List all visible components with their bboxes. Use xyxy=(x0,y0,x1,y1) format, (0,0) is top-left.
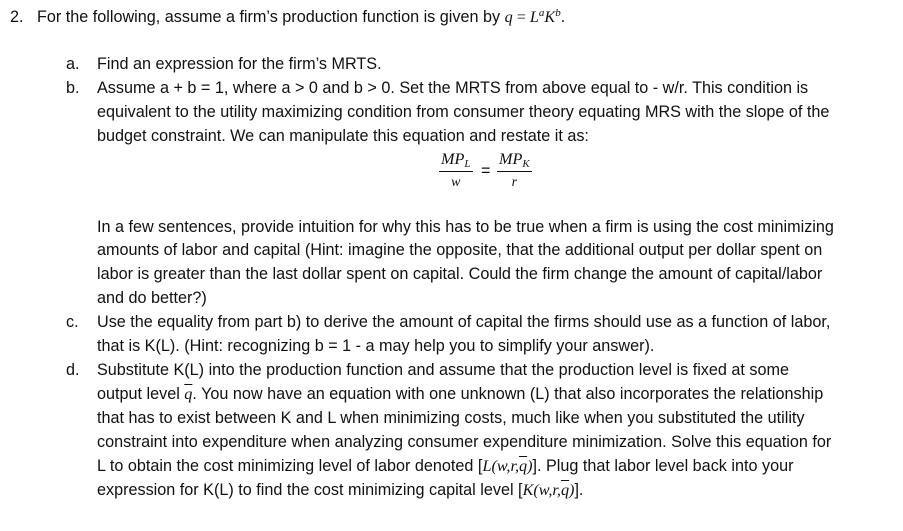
labor-demand-func: L(w,r, xyxy=(482,457,520,475)
q-bar-symbol: $\overline{q}$ xyxy=(184,385,193,403)
part-d-line-5 xyxy=(97,457,793,476)
formula-equals: = xyxy=(516,8,526,26)
formula-exp-a: a xyxy=(538,7,545,19)
fraction-right-bar xyxy=(497,171,532,172)
capital-demand-expression xyxy=(523,481,575,499)
part-d-line-2-start: output level xyxy=(97,385,180,403)
fraction-right-numerator xyxy=(497,150,532,169)
part-d-line-5-start: L to obtain the cost minimizing level of labor denoted [ xyxy=(97,457,483,475)
mp-k-label: MP xyxy=(499,150,523,168)
capital-demand-qbar: $\overline{q}$ xyxy=(560,481,570,499)
production-function xyxy=(505,8,561,26)
fraction-right xyxy=(497,150,532,191)
part-c-line-2: that is K(L). (Hint: recognizing b = 1 - a may help you to simplify your answer). xyxy=(97,337,655,355)
mp-k-subscript: K xyxy=(522,158,530,170)
part-b-marker: b. xyxy=(66,79,80,97)
equation-equals: = xyxy=(481,162,491,180)
fraction-left-numerator xyxy=(439,150,473,169)
formula-exp-b: b xyxy=(555,7,561,19)
part-d-line-1: Substitute K(L) into the production function and assume that the production level is fixed at some xyxy=(97,361,789,379)
question-number: 2. xyxy=(10,8,24,26)
part-d-line-2-end: . You now have an equation with one unknown (L) that also incorporates the relationship xyxy=(192,385,824,403)
part-d-line-2 xyxy=(97,385,823,404)
part-c-marker: c. xyxy=(66,313,79,331)
part-b-followup-4: and do better?) xyxy=(97,289,207,307)
part-d-line-6-start: expression for K(L) to find the cost minimizing capital level [ xyxy=(97,481,523,499)
fraction-left xyxy=(439,150,473,191)
capital-demand-func: K(w,r, xyxy=(522,481,561,499)
part-b-followup-3: labor is greater than the last dollar spent on capital. Could the firm change the amount of capital/labor xyxy=(97,265,823,283)
part-b-followup-2: amounts of labor and capital (Hint: imagine the opposite, that the additional output per dollar spent on xyxy=(97,241,823,259)
labor-demand-qbar: $\overline{q}$ xyxy=(519,457,528,475)
formula-period: . xyxy=(560,8,566,26)
part-b-followup-1: In a few sentences, provide intuition for why this has to be true when a firm is using the cost minimizing xyxy=(97,218,834,236)
fraction-right-denominator: r xyxy=(511,175,518,190)
fraction-left-denominator: w xyxy=(451,175,461,190)
labor-demand-close: ) xyxy=(527,457,533,475)
part-d-marker: d. xyxy=(66,361,80,379)
fraction-left-bar xyxy=(439,171,473,172)
part-b-line-2: equivalent to the utility maximizing condition from consumer theory equating MRS with the slope of the xyxy=(97,103,830,121)
formula-K: K xyxy=(544,8,556,26)
part-a-text: Find an expression for the firm’s MRTS. xyxy=(97,55,382,73)
formula-q: q xyxy=(504,8,513,26)
capital-demand-close: ) xyxy=(569,481,575,499)
part-d-line-6 xyxy=(97,481,583,500)
part-b-line-3: budget constraint. We can manipulate this equation and restate it as: xyxy=(97,127,589,145)
part-d-line-3: that has to exist between K and L when minimizing costs, much like when you substituted the utility xyxy=(97,409,805,427)
question-stem-text: For the following, assume a firm’s production function is given by xyxy=(37,8,501,26)
mp-l-label: MP xyxy=(441,150,465,168)
question-stem xyxy=(37,8,565,27)
mp-l-subscript: L xyxy=(464,158,471,170)
part-b-line-1: Assume a + b = 1, where a > 0 and b > 0. Set the MRTS from above equal to - w/r. This condition is xyxy=(97,79,809,97)
part-c-line-1: Use the equality from part b) to derive the amount of capital the firms should use as a function of labor, xyxy=(97,313,831,331)
part-d-line-5-end: ]. Plug that labor level back into your xyxy=(532,457,794,475)
part-d-line-4: constraint into expenditure when analyzing consumer expenditure minimization. Solve this equation for xyxy=(97,433,832,451)
formula-L: L xyxy=(529,8,539,26)
part-a-marker: a. xyxy=(66,55,80,73)
part-d-line-6-end: ]. xyxy=(574,481,584,499)
labor-demand-expression xyxy=(482,457,532,475)
